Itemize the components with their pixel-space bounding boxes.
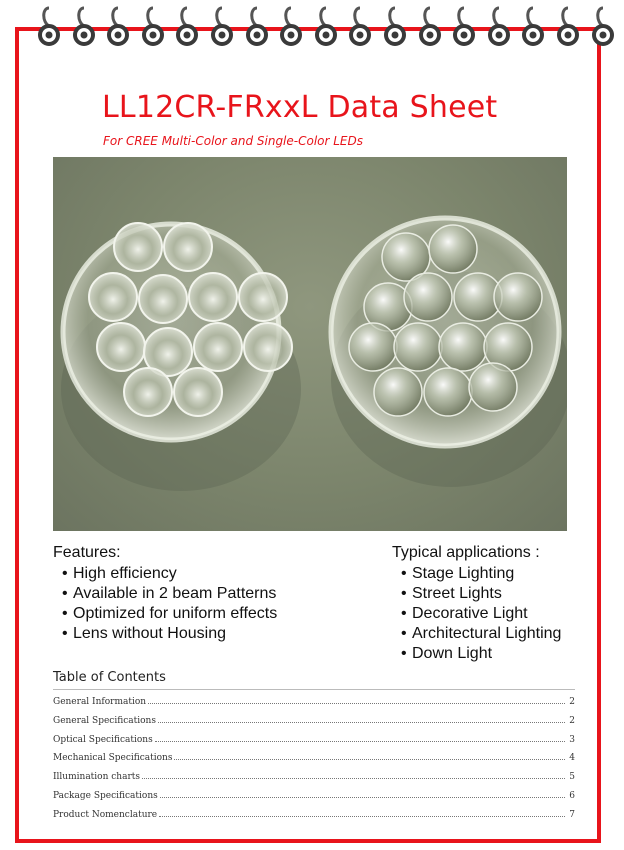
lens-dome <box>494 273 542 321</box>
binding-ring-icon <box>209 6 235 48</box>
features-heading: Features: <box>53 544 121 561</box>
lens-dome <box>394 323 442 371</box>
binding-ring-icon <box>244 6 270 48</box>
binding-ring-icon <box>486 6 512 48</box>
toc-entry[interactable]: General Specifications 2 <box>53 715 575 726</box>
lens-dome <box>404 273 452 321</box>
binding-ring-icon <box>105 6 131 48</box>
features-list <box>62 564 277 644</box>
lens-dome <box>469 363 517 411</box>
application-item: • Stage Lighting <box>401 565 515 582</box>
lens-cup <box>97 323 145 371</box>
table-of-contents <box>53 697 575 829</box>
lens-cup <box>174 368 222 416</box>
binding-ring-icon <box>347 6 373 48</box>
lens-dome <box>439 323 487 371</box>
feature-item: • Lens without Housing <box>62 625 226 642</box>
toc-entry[interactable]: Mechanical Specifications 4 <box>53 753 575 764</box>
binding-ring-icon <box>382 6 408 48</box>
binding-ring-icon <box>417 6 443 48</box>
spiral-binding <box>0 0 624 60</box>
application-item: • Architectural Lighting <box>401 625 562 642</box>
application-item: • Decorative Light <box>401 605 528 622</box>
binding-ring-icon <box>174 6 200 48</box>
lens-cup <box>89 273 137 321</box>
lens-dome <box>374 368 422 416</box>
binding-ring-icon <box>590 6 616 48</box>
lens-cup <box>164 223 212 271</box>
feature-item: • Optimized for uniform effects <box>62 605 278 622</box>
binding-ring-icon <box>451 6 477 48</box>
toc-entry[interactable]: Optical Specifications 3 <box>53 734 575 745</box>
lens-illustration <box>53 157 567 531</box>
binding-ring-icon <box>520 6 546 48</box>
binding-ring-icon <box>140 6 166 48</box>
feature-item: • Available in 2 beam Patterns <box>62 585 277 602</box>
binding-ring-icon <box>313 6 339 48</box>
application-item: • Down Light <box>401 645 493 662</box>
toc-entry[interactable]: Product Nomenclature 7 <box>53 809 575 820</box>
binding-ring-icon <box>71 6 97 48</box>
applications-list <box>401 564 561 664</box>
lens-cup <box>139 275 187 323</box>
toc-entry[interactable]: Illumination charts 5 <box>53 772 575 783</box>
binding-ring-icon <box>278 6 304 48</box>
toc-divider <box>53 689 575 690</box>
application-item: • Street Lights <box>401 585 502 602</box>
lens-dome <box>424 368 472 416</box>
lens-cup <box>244 323 292 371</box>
lens-dome <box>349 323 397 371</box>
lens-cup <box>114 223 162 271</box>
lens-cup <box>239 273 287 321</box>
page-subtitle: For CREE Multi-Color and Single-Color LEDs <box>103 134 364 148</box>
lens-cup <box>194 323 242 371</box>
lens-cup <box>189 273 237 321</box>
toc-entry[interactable]: Package Specifications 6 <box>53 790 575 801</box>
lens-dome <box>429 225 477 273</box>
feature-item: • High efficiency <box>62 565 177 582</box>
lens-cup <box>124 368 172 416</box>
toc-entry[interactable]: General Information 2 <box>53 697 575 707</box>
applications-heading: Typical applications : <box>392 544 540 561</box>
binding-ring-icon <box>36 6 62 48</box>
toc-title: Table of Contents <box>53 670 166 685</box>
page-title: LL12CR-FRxxL Data Sheet <box>102 90 498 125</box>
binding-ring-icon <box>555 6 581 48</box>
lens-photo <box>53 157 567 531</box>
